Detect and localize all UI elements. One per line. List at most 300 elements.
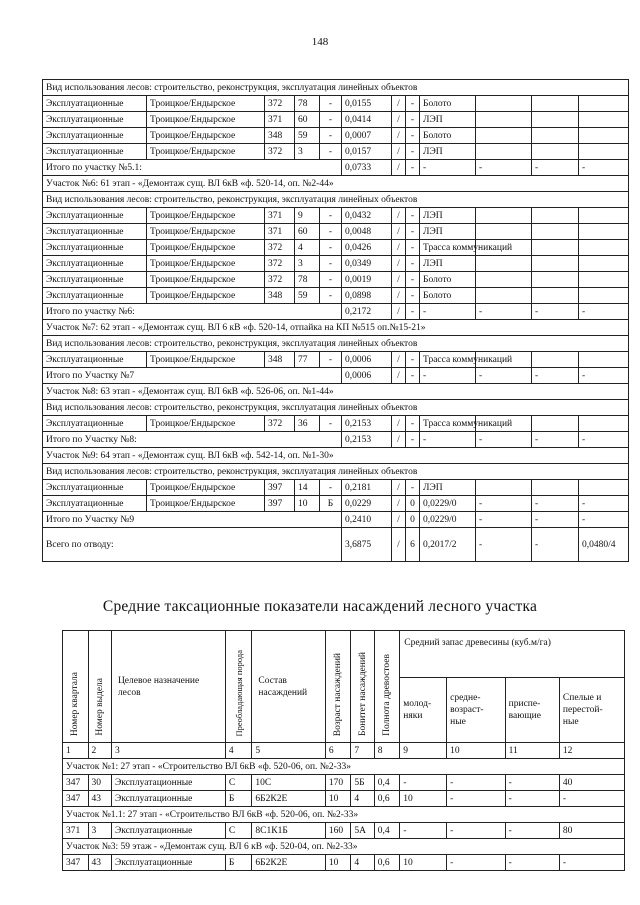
table-cell: /: [392, 144, 406, 160]
table-row: [43, 288, 629, 304]
table-cell: 10: [325, 855, 351, 871]
table-cell: [476, 128, 532, 144]
section-heading-cell: Вид использования лесов: строительство, реконструкция, эксплуатация линейных объектов: [43, 80, 629, 96]
table-cell: 371: [63, 823, 89, 839]
section-heading-cell: Вид использования лесов: строительство, реконструкция, эксплуатация линейных объектов: [43, 400, 629, 416]
page-number: 148: [311, 36, 329, 48]
total-value-cell: 6: [406, 528, 420, 562]
table-cell: ЛЭП: [420, 480, 476, 496]
table-cell: [476, 208, 532, 224]
section-title: Средние таксационные показатели насаждений лесного участка: [102, 598, 538, 615]
table-cell: Трасса коммуникаций: [420, 240, 476, 256]
table-cell: -: [406, 208, 420, 224]
total-value-cell: 3,6875: [342, 528, 392, 562]
total-label-cell: Итого по Участку №9: [43, 512, 342, 528]
table-row: [43, 464, 629, 480]
total-value-cell: -: [579, 304, 629, 320]
table-cell: [476, 272, 532, 288]
table-cell: 0,0349: [342, 256, 392, 272]
total-value-cell: -: [532, 160, 579, 176]
total-value-cell: 0,0229/0: [420, 512, 476, 528]
table-cell: [532, 96, 579, 112]
table-cell: 0,0048: [342, 224, 392, 240]
table-cell: -: [400, 823, 447, 839]
table-cell: /: [392, 240, 406, 256]
table-cell: [579, 112, 629, 128]
table-cell: [476, 256, 532, 272]
table-cell: -: [579, 496, 629, 512]
total-value-cell: /: [392, 432, 406, 448]
table-cell: 3: [88, 823, 111, 839]
table-cell: Троицкое/Ендырское: [147, 496, 265, 512]
table-cell: Эксплуатационные: [111, 775, 225, 791]
total-value-cell: 0,0006: [342, 368, 392, 384]
section-heading-cell: Участок №7: 62 этап - «Демонтаж сущ. ВЛ 6 кВ «ф. 520-14, отпайка на КП №515 оп.№15-21»: [43, 320, 629, 336]
table-cell: 0,2153: [342, 416, 392, 432]
total-value-cell: -: [406, 368, 420, 384]
table-cell: 372: [265, 416, 295, 432]
table-cell: ЛЭП: [420, 256, 476, 272]
table-cell: [476, 224, 532, 240]
table-cell: -: [320, 240, 342, 256]
col-composition: Состав насаждений: [252, 631, 325, 743]
table-cell: 10: [295, 496, 320, 512]
table-cell: /: [392, 496, 406, 512]
table-cell: ЛЭП: [420, 208, 476, 224]
col-ripening: приспе- вающие: [508, 699, 541, 721]
table-cell: Эксплуатационные: [43, 480, 147, 496]
table-cell: Троицкое/Ендырское: [147, 272, 265, 288]
table-row: [43, 512, 629, 528]
total-value-cell: 0,2153: [342, 432, 392, 448]
table-cell: /: [392, 224, 406, 240]
table-cell: 30: [88, 775, 111, 791]
table-cell: 348: [265, 288, 295, 304]
table-cell: 372: [265, 96, 295, 112]
table-cell: [532, 144, 579, 160]
table-cell: -: [476, 496, 532, 512]
total-value-cell: -: [579, 432, 629, 448]
table-cell: 0,0157: [342, 144, 392, 160]
table-cell: -: [406, 288, 420, 304]
table-cell: [532, 224, 579, 240]
table-cell: Эксплуатационные: [43, 352, 147, 368]
table-cell: /: [392, 416, 406, 432]
table-row: [43, 400, 629, 416]
total-value-cell: -: [532, 528, 579, 562]
table-cell: -: [320, 128, 342, 144]
table-cell: Эксплуатационные: [43, 144, 147, 160]
table-cell: 4: [351, 855, 374, 871]
table-row: [63, 759, 625, 775]
total-value-cell: -: [420, 368, 476, 384]
table-cell: Болото: [420, 96, 476, 112]
total-value-cell: 0,0733: [342, 160, 392, 176]
table-cell: /: [392, 352, 406, 368]
table-cell: Троицкое/Ендырское: [147, 352, 265, 368]
total-value-cell: -: [579, 512, 629, 528]
table-cell: Эксплуатационные: [43, 128, 147, 144]
table-cell: Эксплуатационные: [43, 208, 147, 224]
table-cell: -: [320, 480, 342, 496]
total-value-cell: 0,2017/2: [420, 528, 476, 562]
table-cell: -: [559, 855, 624, 871]
table-cell: -: [406, 480, 420, 496]
total-value-cell: -: [476, 512, 532, 528]
table-cell: 6Б2К2Е: [252, 855, 325, 871]
table-row: [43, 480, 629, 496]
table-cell: [579, 352, 629, 368]
section-heading-cell: Участок №3: 59 этаж - «Демонтаж сущ. ВЛ 6 кВ «ф. 520-04, оп. №2-33»: [63, 839, 625, 855]
total-value-cell: -: [406, 160, 420, 176]
table-cell: Трасса коммуникаций: [420, 416, 476, 432]
table-cell: 372: [265, 256, 295, 272]
table-cell: Троицкое/Ендырское: [147, 224, 265, 240]
table-cell: [476, 96, 532, 112]
table-cell: Эксплуатационные: [111, 855, 225, 871]
table-cell: 371: [265, 208, 295, 224]
table-cell: [532, 256, 579, 272]
table-cell: 372: [265, 144, 295, 160]
col-young: молод- няки: [403, 699, 432, 721]
table-cell: [579, 224, 629, 240]
total-value-cell: -: [532, 368, 579, 384]
table-cell: 347: [63, 855, 89, 871]
table-cell: [476, 112, 532, 128]
column-number-cell: 5: [252, 743, 325, 759]
table-cell: Троицкое/Ендырское: [147, 240, 265, 256]
table-cell: 348: [265, 128, 295, 144]
table-cell: 9: [295, 208, 320, 224]
table-cell: -: [406, 224, 420, 240]
table-row: [43, 528, 629, 562]
total-value-cell: 0,0480/4: [579, 528, 629, 562]
table-cell: Б: [320, 496, 342, 512]
table-cell: [532, 416, 579, 432]
table-cell: 0,4: [374, 775, 400, 791]
table-cell: -: [447, 775, 506, 791]
section-heading-cell: Вид использования лесов: строительство, реконструкция, эксплуатация линейных объектов: [43, 336, 629, 352]
table-cell: 3: [295, 144, 320, 160]
table-cell: 0,0019: [342, 272, 392, 288]
column-number-cell: 7: [351, 743, 374, 759]
table-cell: 0,0229: [342, 496, 392, 512]
table-cell: [532, 288, 579, 304]
table-cell: 0,0414: [342, 112, 392, 128]
total-value-cell: -: [532, 432, 579, 448]
table-cell: Эксплуатационные: [43, 240, 147, 256]
total-value-cell: -: [476, 432, 532, 448]
table-cell: 10: [325, 791, 351, 807]
table-cell: -: [320, 272, 342, 288]
total-label-cell: Итого по участку №5.1:: [43, 160, 342, 176]
table-cell: -: [406, 352, 420, 368]
total-value-cell: -: [476, 528, 532, 562]
table-cell: 4: [351, 791, 374, 807]
total-label-cell: Итого по Участку №8:: [43, 432, 342, 448]
table-cell: Болото: [420, 288, 476, 304]
table-cell: 347: [63, 791, 89, 807]
table-cell: 6Б2К2Е: [252, 791, 325, 807]
section-heading-cell: Вид использования лесов: строительство, реконструкция, эксплуатация линейных объектов: [43, 464, 629, 480]
table-row: [43, 496, 629, 512]
table-cell: Троицкое/Ендырское: [147, 144, 265, 160]
table-cell: 5А: [351, 823, 374, 839]
table-cell: 59: [295, 288, 320, 304]
table-cell: 372: [265, 272, 295, 288]
total-value-cell: -: [420, 304, 476, 320]
table-cell: 0,0007: [342, 128, 392, 144]
table-cell: Болото: [420, 128, 476, 144]
table-cell: Троицкое/Ендырское: [147, 480, 265, 496]
table-cell: [476, 480, 532, 496]
table-cell: [532, 112, 579, 128]
table-row: [43, 224, 629, 240]
table-cell: -: [559, 791, 624, 807]
total-value-cell: -: [420, 160, 476, 176]
column-number-cell: 3: [111, 743, 225, 759]
table-cell: 10: [400, 855, 447, 871]
total-value-cell: 0,2410: [342, 512, 392, 528]
table-cell: 77: [295, 352, 320, 368]
column-number-row: [63, 743, 625, 759]
table-cell: Трасса коммуникаций: [420, 352, 476, 368]
table-cell: ЛЭП: [420, 144, 476, 160]
table-cell: -: [406, 256, 420, 272]
table-cell: [579, 128, 629, 144]
table-row: [43, 80, 629, 96]
table-cell: 0,0229/0: [420, 496, 476, 512]
table-cell: /: [392, 128, 406, 144]
table-cell: 397: [265, 496, 295, 512]
table-cell: 3: [295, 256, 320, 272]
table-cell: 4: [295, 240, 320, 256]
table-row: [63, 807, 625, 823]
table-row: [63, 855, 625, 871]
table-cell: 371: [265, 224, 295, 240]
table-cell: 170: [325, 775, 351, 791]
table-cell: [579, 288, 629, 304]
table-cell: ЛЭП: [420, 224, 476, 240]
table-cell: /: [392, 96, 406, 112]
table-cell: [579, 416, 629, 432]
table-row: [43, 96, 629, 112]
table-cell: -: [505, 775, 559, 791]
table-cell: -: [406, 96, 420, 112]
table-cell: -: [320, 144, 342, 160]
table-cell: Троицкое/Ендырское: [147, 128, 265, 144]
allotment-table: [42, 79, 629, 562]
table-cell: 0,2181: [342, 480, 392, 496]
table-row: [43, 432, 629, 448]
column-number-cell: 2: [88, 743, 111, 759]
table-cell: 8С1К1Б: [252, 823, 325, 839]
table-cell: [532, 208, 579, 224]
table-cell: 5Б: [351, 775, 374, 791]
table-cell: -: [447, 791, 506, 807]
table-cell: Эксплуатационные: [43, 112, 147, 128]
table-cell: [532, 240, 579, 256]
total-value-cell: /: [392, 160, 406, 176]
table-cell: -: [320, 96, 342, 112]
table-cell: 78: [295, 272, 320, 288]
table-cell: -: [320, 112, 342, 128]
table-row: [43, 272, 629, 288]
table-cell: /: [392, 256, 406, 272]
table-cell: 10: [400, 791, 447, 807]
table-cell: -: [320, 352, 342, 368]
table-cell: 59: [295, 128, 320, 144]
table-cell: [532, 128, 579, 144]
col-bonitet: Бонитет насаждений: [357, 652, 368, 736]
table-cell: 43: [88, 855, 111, 871]
table-cell: [579, 208, 629, 224]
column-number-cell: 9: [400, 743, 447, 759]
table-cell: -: [400, 775, 447, 791]
section-heading-cell: Участок №9: 64 этап - «Демонтаж сущ. ВЛ 6кВ «ф. 542-14, оп. №1-30»: [43, 448, 629, 464]
table-row: [63, 823, 625, 839]
table-cell: [579, 272, 629, 288]
total-value-cell: -: [476, 368, 532, 384]
table-cell: Троицкое/Ендырское: [147, 256, 265, 272]
table-cell: 80: [559, 823, 624, 839]
total-value-cell: -: [476, 304, 532, 320]
table-cell: 0,6: [374, 791, 400, 807]
column-number-cell: 12: [559, 743, 624, 759]
table-row: [43, 176, 629, 192]
column-number-cell: 6: [325, 743, 351, 759]
table-cell: Эксплуатационные: [43, 224, 147, 240]
section-heading-cell: Участок №6: 61 этап - «Демонтаж сущ. ВЛ 6кВ «ф. 520-14, оп. №2-44»: [43, 176, 629, 192]
table-cell: С: [225, 775, 252, 791]
taxation-table: [62, 630, 625, 871]
section-heading-cell: Вид использования лесов: строительство, реконструкция, эксплуатация линейных объектов: [43, 192, 629, 208]
col-stock: Средний запас древесины (куб.м/га): [400, 631, 625, 678]
table-cell: /: [392, 112, 406, 128]
col-kvartal: Номер квартала: [70, 671, 81, 736]
table-cell: -: [406, 144, 420, 160]
total-value-cell: /: [392, 512, 406, 528]
table-cell: /: [392, 272, 406, 288]
table-row: [43, 144, 629, 160]
col-middle: средне- возраст- ные: [450, 693, 484, 727]
table-cell: Эксплуатационные: [43, 496, 147, 512]
table-cell: Эксплуатационные: [111, 791, 225, 807]
table-row: [43, 320, 629, 336]
table-cell: Троицкое/Ендырское: [147, 208, 265, 224]
table-cell: [579, 240, 629, 256]
table-cell: 160: [325, 823, 351, 839]
table-cell: ЛЭП: [420, 112, 476, 128]
table-cell: 371: [265, 112, 295, 128]
table-cell: Эксплуатационные: [111, 823, 225, 839]
table-cell: 0: [406, 496, 420, 512]
total-value-cell: -: [579, 160, 629, 176]
column-number-cell: 8: [374, 743, 400, 759]
table-cell: [579, 480, 629, 496]
total-value-cell: -: [406, 432, 420, 448]
col-purpose: Целевое назначение лесов: [111, 631, 225, 743]
table-cell: 0,0898: [342, 288, 392, 304]
table-cell: 0,0426: [342, 240, 392, 256]
table-cell: 10С: [252, 775, 325, 791]
table-cell: 397: [265, 480, 295, 496]
table-cell: -: [447, 823, 506, 839]
col-breed: Преобладающая порода: [233, 649, 244, 736]
table-cell: -: [320, 288, 342, 304]
section-heading-cell: Участок №8: 63 этап - «Демонтаж сущ. ВЛ 6кВ «ф. 526-06, оп. №1-44»: [43, 384, 629, 400]
table-cell: -: [505, 791, 559, 807]
table-cell: -: [320, 208, 342, 224]
table-cell: -: [320, 256, 342, 272]
table-cell: -: [320, 416, 342, 432]
total-value-cell: -: [420, 432, 476, 448]
table-row: [43, 240, 629, 256]
total-value-cell: 0,2172: [342, 304, 392, 320]
total-value-cell: -: [406, 304, 420, 320]
table-cell: Троицкое/Ендырское: [147, 288, 265, 304]
col-vydel: Номер выдела: [94, 678, 105, 736]
table-cell: 43: [88, 791, 111, 807]
table-cell: [579, 256, 629, 272]
section-heading-cell: Участок №1: 27 этап - «Строительство ВЛ 6кВ «ф. 520-06, оп. №2-33»: [63, 759, 625, 775]
total-value-cell: /: [392, 368, 406, 384]
table-cell: -: [447, 855, 506, 871]
table-row: [43, 352, 629, 368]
table-cell: [532, 352, 579, 368]
table-row: [43, 128, 629, 144]
column-number-cell: 1: [63, 743, 89, 759]
column-number-cell: 11: [505, 743, 559, 759]
table-cell: -: [320, 224, 342, 240]
total-value-cell: -: [532, 512, 579, 528]
table-row: [43, 208, 629, 224]
table-cell: 347: [63, 775, 89, 791]
table-cell: /: [392, 288, 406, 304]
table-row: [43, 256, 629, 272]
table-row: [43, 160, 629, 176]
table-cell: -: [406, 112, 420, 128]
table-row: [63, 775, 625, 791]
table-cell: Троицкое/Ендырское: [147, 112, 265, 128]
table-row: [43, 448, 629, 464]
total-value-cell: -: [532, 304, 579, 320]
table-row: [63, 791, 625, 807]
table-cell: 14: [295, 480, 320, 496]
table-cell: [476, 288, 532, 304]
column-number-cell: 10: [447, 743, 506, 759]
table-cell: -: [532, 496, 579, 512]
table-cell: 60: [295, 224, 320, 240]
col-density: Полнота древостоев: [382, 654, 393, 736]
table-cell: -: [505, 855, 559, 871]
table-cell: Эксплуатационные: [43, 96, 147, 112]
table-row: [43, 304, 629, 320]
table-cell: [532, 272, 579, 288]
table-cell: [579, 96, 629, 112]
total-value-cell: -: [579, 368, 629, 384]
table-cell: -: [505, 823, 559, 839]
table-cell: 36: [295, 416, 320, 432]
table-cell: [476, 144, 532, 160]
table-cell: Троицкое/Ендырское: [147, 96, 265, 112]
table-cell: 78: [295, 96, 320, 112]
total-value-cell: /: [392, 304, 406, 320]
table-cell: Б: [225, 855, 252, 871]
table-cell: 60: [295, 112, 320, 128]
table-cell: Троицкое/Ендырское: [147, 416, 265, 432]
total-label-cell: Итого по участку №6:: [43, 304, 342, 320]
